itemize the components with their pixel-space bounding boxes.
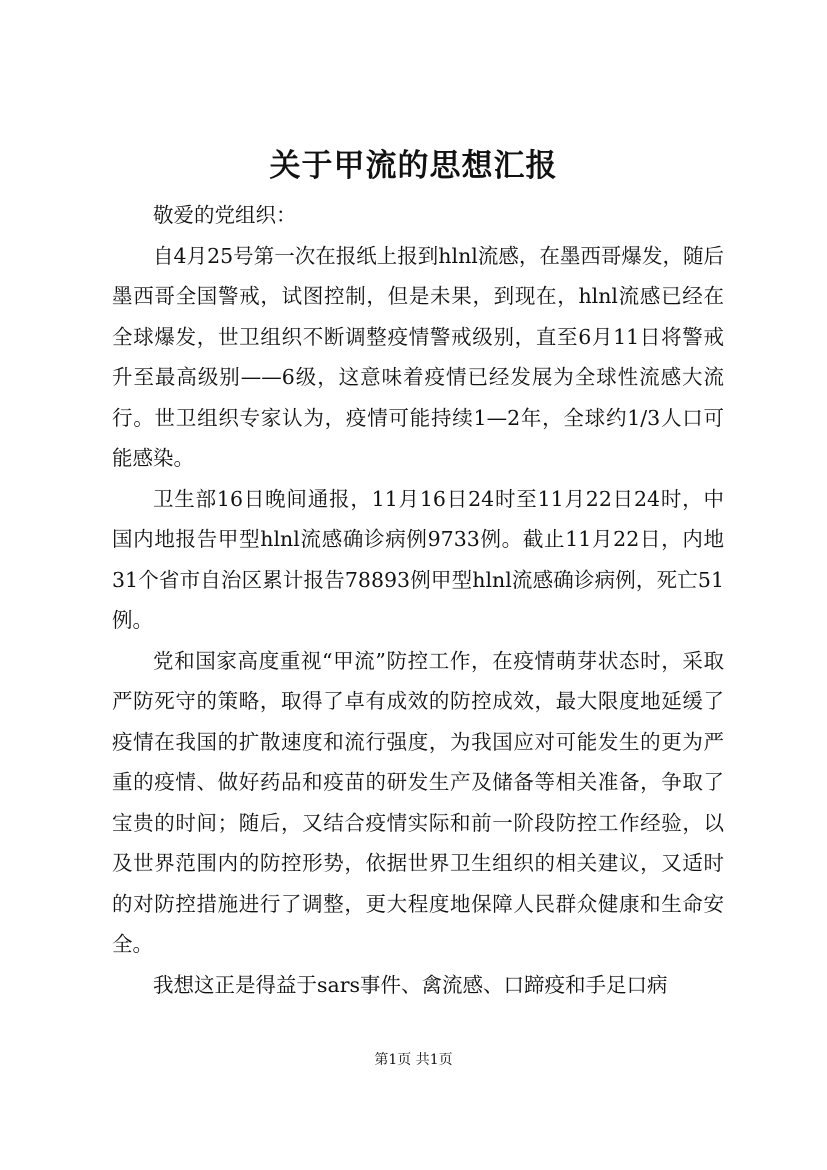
body-paragraph: 我想这正是得益于sars事件、禽流感、口蹄疫和手足口病 [153, 972, 668, 997]
body-paragraph: 党和国家高度重视“甲流”防控工作，在疫情萌芽状态时，采取严防死守的策略，取得了卓有成效的防控成效，最大限度地延缓了疫情在我国的扩散速度和流行强度，为我国应对可能发生的更为严重的疫情、做好药品和疫苗的研发生产及储备等相关准备，争取了宝贵的时间；随后，又结合疫情实际和前一阶段防控工作经验，以及世界范围内的防控形势，依据世界卫生组织的相关建议，又适时的对防控措施进行了调整，更大程度地保障人民群众健康和生命安全。 [112, 648, 724, 956]
page-number-footer: 第1页 共1页 [374, 1052, 453, 1068]
salutation-paragraph: 敬爱的党组织： [153, 203, 297, 227]
document-body [112, 195, 724, 1005]
document-title: 关于甲流的思想汇报 [269, 148, 558, 184]
body-paragraph: 卫生部16日晚间通报，11月16日24时至11月22日24时，中国内地报告甲型hlnl流感确诊病例9733例。截止11月22日，内地31个省市自治区累计报告78893例甲型hlnl流感确诊病例，死亡51例。 [112, 486, 724, 632]
body-paragraph: 自4月25号第一次在报纸上报到hlnl流感，在墨西哥爆发，随后墨西哥全国警戒，试图控制，但是未果，到现在，hlnl流感已经在全球爆发，世卫组织不断调整疫情警戒级别，直至6月11日将警戒升至最高级别——6级，这意味着疫情已经发展为全球性流感大流行。世卫组织专家认为，疫情可能持续1—2年，全球约1/3人口可能感染。 [112, 243, 724, 470]
